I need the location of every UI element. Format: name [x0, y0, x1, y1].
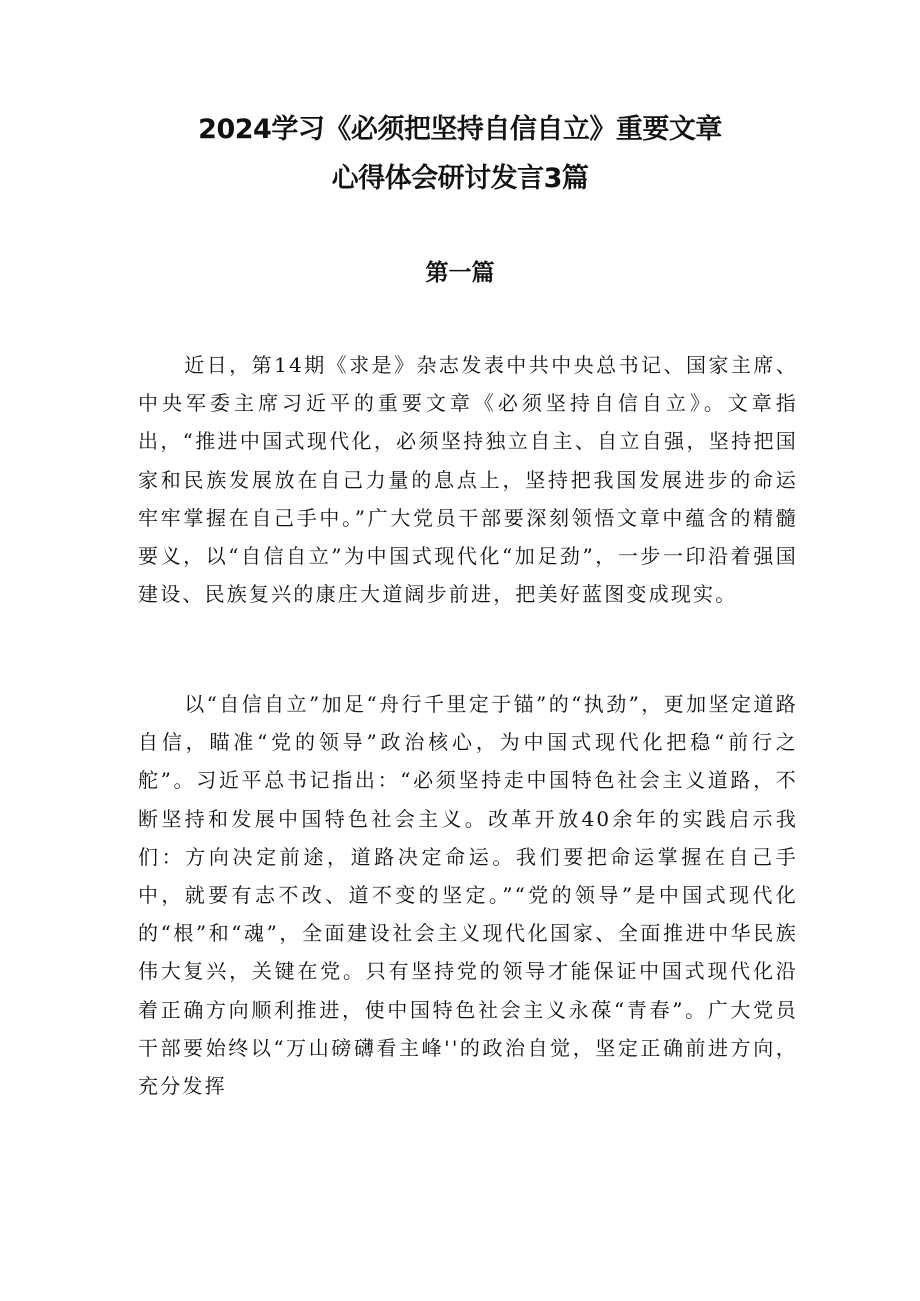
body-paragraph-1 [138, 346, 798, 613]
body-paragraph-2 [138, 685, 798, 1105]
section-heading: 第一篇 [425, 260, 495, 286]
paragraph-text: 以“自信自立”加足“舟行千里定于锚”的“执劲”，更加坚定道路自信，瞄准“党的领导”政治核心，为中国式现代化把稳“前行之舵”。习近平总书记指出：“必须坚持走中国特色社会主义道路，不断坚持和发展中国特色社会主义。改革开放40余年的实践启示我们：方向决定前途，道路决定命运。我们要把命运掌握在自己手中，就要有志不改、道不变的坚定。”“党的领导”是中国式现代化的“根”和“魂”，全面建设社会主义现代化国家、全面推进中华民族伟大复兴，关键在党。只有坚持党的领导才能保证中国式现代化沿着正确方向顺利推进，使中国特色社会主义永葆“青春”。广大党员干部要始终以“万山磅礴看主峰''的政治自觉，坚定正确前进方向，充分发挥 [138, 692, 798, 1099]
document-title-line-1: 2024学习《必须把坚持自信自立》重要文章 [198, 114, 722, 145]
document-title-line-2: 心得体会研讨发言3篇 [331, 163, 589, 194]
paragraph-text: 近日，第14期《求是》杂志发表中共中央总书记、国家主席、中央军委主席习近平的重要文章《必须坚持自信自立》。文章指出，“推进中国式现代化，必须坚持独立自主、自立自强，坚持把国家和民族发展放在自己力量的息点上，坚持把我国发展进步的命运牢牢掌握在自己手中。”广大党员干部要深刻领悟文章中蕴含的精髓要义，以“自信自立”为中国式现代化“加足劲”，一步一印沿着强国建设、民族复兴的康庄大道阔步前进，把美好蓝图变成现实。 [138, 353, 798, 607]
